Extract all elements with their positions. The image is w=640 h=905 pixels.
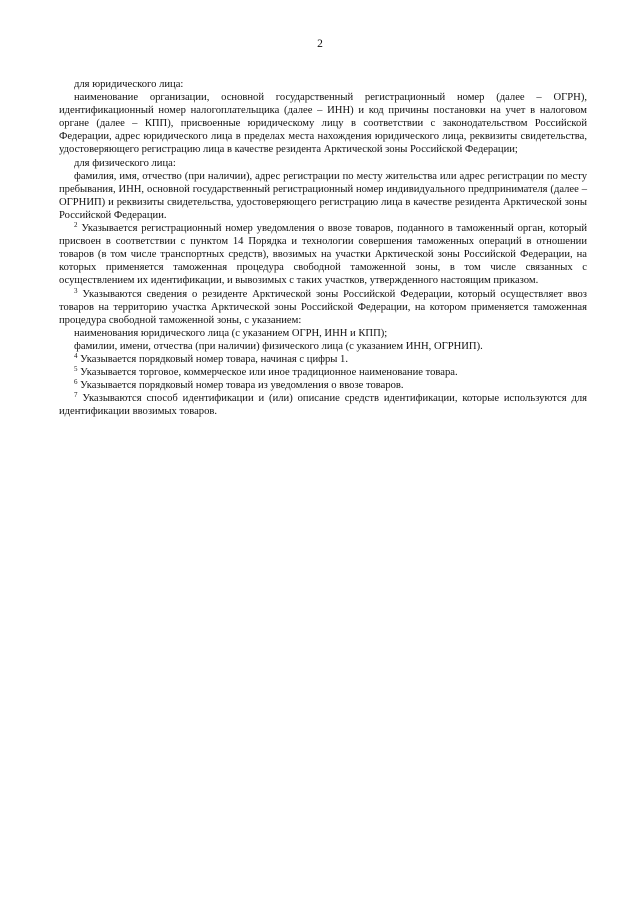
- footnote-marker: 4: [74, 351, 78, 360]
- paragraph-legal-entity-heading: [59, 78, 587, 91]
- footnote-2: [59, 222, 587, 287]
- footnote-marker: 6: [74, 378, 78, 387]
- footnote-text: Указывается порядковый номер товара, начиная с цифры 1.: [77, 353, 348, 365]
- footnote-marker: 5: [74, 365, 78, 374]
- footnote-3: [59, 288, 587, 327]
- footnote-text: Указываются способ идентификации и (или) описание средств идентификации, которые используются для идентификации ввозимых товаров.: [59, 393, 587, 418]
- footnote-4: [59, 353, 587, 366]
- paragraph-text: фамилии, имени, отчества (при наличии) физического лица (с указанием ИНН, ОГРНИП).: [74, 340, 483, 352]
- footnote-marker: 3: [74, 286, 78, 295]
- footnote-7: [59, 392, 587, 418]
- footnote-text: Указывается регистрационный номер уведомления о ввозе товаров, поданного в таможенный орган, который присвоен в соответствии с пунктом 14 Порядка и технологии совершения таможенных операций в отношении товаров (в том числе транспортных средств), ввозимых на участки Арктической зоны Российской Федерации, на которых применяется таможенная процедура свободной таможенной зоны, в том числе связанных с осуществлением их идентификации, и вывозимых с таких участков, утвержденного настоящим приказом.: [59, 223, 587, 287]
- footnote-text: Указывается торговое, коммерческое или иное традиционное наименование товара.: [77, 367, 458, 379]
- paragraph-text: для юридического лица:: [74, 79, 184, 90]
- footnote-marker: 7: [74, 391, 78, 400]
- footnote-6: [59, 379, 587, 392]
- footnote-marker: 2: [74, 221, 78, 230]
- page-number: 2: [317, 38, 323, 50]
- paragraph-individual-details: [59, 170, 587, 222]
- paragraph-individual-heading: [59, 157, 587, 170]
- footnote-text: Указываются сведения о резиденте Арктической зоны Российской Федерации, который осуществляет ввоз товаров на территорию участка Арктической зоны Российской Федерации, на котором применяется таможенная процедура свободной таможенной зоны, с указанием:: [59, 288, 587, 326]
- footnote-text: Указывается порядковый номер товара из уведомления о ввозе товаров.: [77, 380, 404, 392]
- paragraph-text: наименования юридического лица (с указанием ОГРН, ИНН и КПП);: [74, 327, 388, 339]
- paragraph-text: для физического лица:: [74, 157, 176, 169]
- paragraph-legal-entity-details: [59, 91, 587, 156]
- paragraph-text: наименование организации, основной государственный регистрационный номер (далее – ОГРН), идентификационный номер налогоплательщика (далее – ИНН) и код причины постановки на учет в налоговом органе (далее – КПП), присвоенные юридическому лицу в соответствии с законодательством Российской Федерации, адрес юридического лица в пределах места нахождения юридического лица, реквизиты свидетельства, удостоверяющего регистрацию лица в качестве резидента Арктической зоны Российской Федерации;: [59, 92, 587, 156]
- paragraph-individual-name: [59, 340, 587, 353]
- footnote-5: [59, 366, 587, 379]
- paragraph-legal-entity-name: [59, 327, 587, 340]
- paragraph-text: фамилия, имя, отчество (при наличии), адрес регистрации по месту жительства или адрес регистрации по месту пребывания, ИНН, основной государственный регистрационный номер индивидуального предпринимателя (далее – ОГРНИП) и реквизиты свидетельства, удостоверяющего регистрацию лица в качестве резидента Арктической зоны Российской Федерации.: [59, 170, 587, 221]
- document-body: [59, 78, 587, 418]
